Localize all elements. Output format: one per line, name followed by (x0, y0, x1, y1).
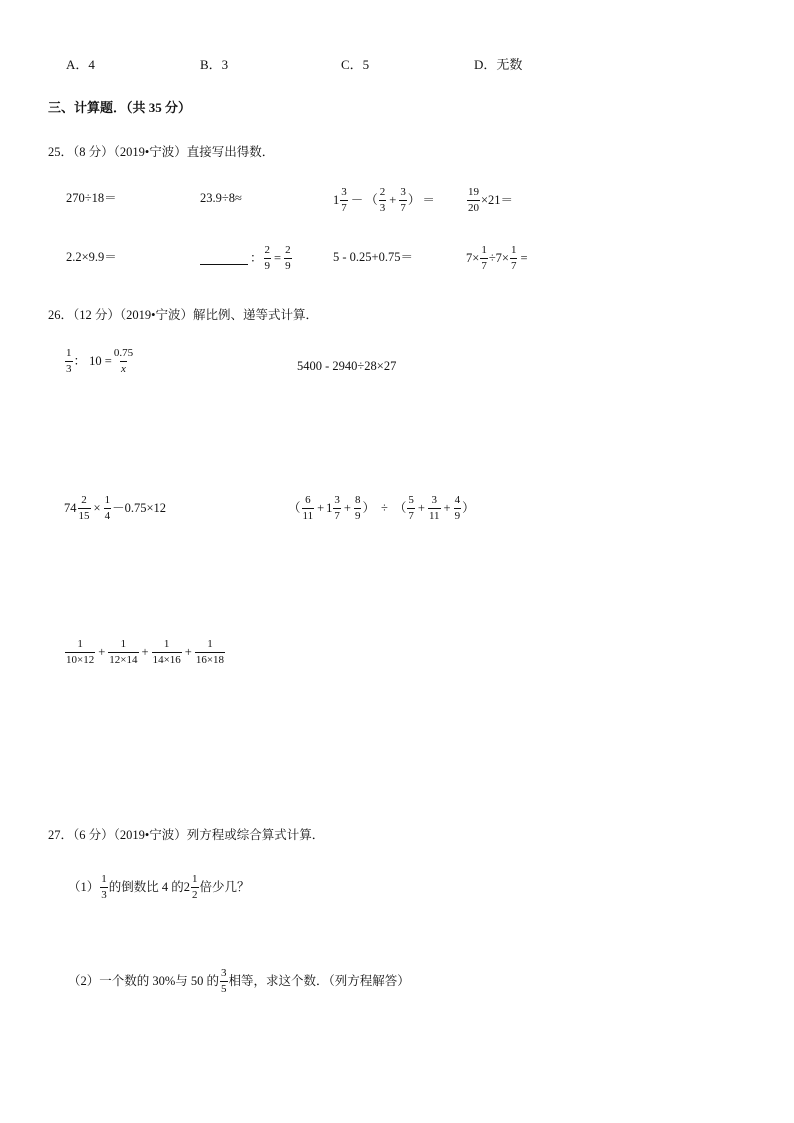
denominator: 3 (101, 888, 107, 901)
denominator: x (120, 362, 126, 375)
q26-expr-1 (64, 347, 135, 375)
numerator: 3 (334, 494, 340, 506)
fraction (354, 494, 362, 522)
whole-part: 74 (64, 500, 77, 515)
mixed-number (64, 494, 92, 522)
part-text: 相等，求这个数．（列方程解答） (228, 973, 410, 988)
fraction (399, 186, 407, 214)
numerator: 1 (66, 347, 72, 359)
fraction (510, 244, 518, 272)
denominator: 9 (454, 509, 461, 522)
denominator: 12×14 (109, 653, 138, 666)
q26-expr-2 (297, 360, 396, 373)
q25-expr-7-text: 5 - 0.25+0.75＝ (333, 250, 413, 264)
denominator: 7 (408, 509, 414, 522)
denominator: 15 (78, 509, 90, 522)
part-label: （1） (68, 879, 100, 894)
fraction (480, 244, 488, 272)
fraction (65, 347, 73, 375)
denominator: 7 (481, 259, 487, 272)
operator: + (417, 500, 425, 515)
fraction (333, 494, 341, 522)
paren: ） (462, 500, 475, 515)
fraction (264, 244, 272, 272)
denominator: 4 (104, 509, 111, 522)
question-25-header: 25．（8 分）（2019•宁波）直接写出得数． (48, 145, 275, 159)
fraction (113, 347, 134, 375)
q26-expr-2-text: 5400 - 2940÷28×27 (297, 359, 397, 373)
mixed-number (333, 186, 349, 214)
numerator: 1 (77, 638, 83, 650)
numerator: 3 (221, 967, 227, 979)
denominator: 11 (302, 509, 314, 522)
numerator: 0.75 (113, 347, 134, 359)
fraction (302, 494, 315, 522)
numerator: 1 (192, 873, 198, 885)
q27-part-2 (68, 967, 410, 995)
section-title: 三、计算题．（共 35 分） (48, 100, 192, 115)
q25-expr-1-text: 270÷18＝ (66, 191, 117, 205)
mixed-number (326, 494, 342, 522)
denominator: 5 (221, 982, 227, 995)
paren: ） (407, 192, 421, 207)
denominator: 10×12 (66, 653, 95, 666)
fraction (428, 494, 441, 522)
numerator: 3 (431, 494, 437, 506)
denominator: 9 (285, 259, 291, 272)
denominator: 11 (428, 509, 440, 522)
whole-part: 2 (183, 879, 191, 894)
option-d: D．无数 (474, 57, 523, 72)
numerator: 19 (468, 186, 479, 198)
q25-expr-8 (466, 244, 530, 272)
numerator: 1 (481, 244, 487, 256)
numerator: 1 (101, 873, 107, 885)
fraction (78, 494, 91, 522)
colon: ： (250, 250, 263, 265)
operator: + (141, 644, 149, 659)
fraction (340, 186, 348, 214)
operator: + (317, 500, 325, 515)
operator: ＝ (422, 192, 435, 207)
paren: （ (393, 500, 407, 515)
denominator: 16×18 (195, 653, 225, 666)
option-a: A．4 (66, 57, 95, 72)
fraction (407, 494, 415, 522)
operator: + (443, 500, 451, 515)
numerator: 1 (104, 494, 111, 506)
fraction (467, 186, 480, 214)
q25-expr-5-text: 2.2×9.9＝ (66, 250, 117, 264)
fraction (104, 494, 112, 522)
denominator: 3 (379, 201, 386, 214)
numerator: 4 (454, 494, 461, 506)
answer-blank[interactable] (200, 252, 248, 265)
q25-expr-1 (66, 192, 117, 205)
fraction (152, 638, 182, 666)
fraction (191, 873, 199, 901)
q26-expr-5 (64, 638, 226, 666)
numerator: 2 (285, 244, 291, 256)
numerator: 8 (354, 494, 361, 506)
denominator: 7 (341, 201, 347, 214)
numerator: 1 (510, 244, 517, 256)
expr-part: ： 10 = (73, 353, 112, 368)
operator: + (343, 500, 351, 515)
numerator: 2 (264, 244, 271, 256)
denominator: 7 (334, 509, 340, 522)
denominator: 7 (400, 201, 406, 214)
fraction (379, 186, 387, 214)
paren: ） (362, 500, 375, 515)
operator: = (274, 250, 282, 265)
fraction (100, 873, 108, 901)
denominator: 7 (510, 259, 517, 272)
whole-part: 1 (326, 500, 333, 515)
denominator: 14×16 (152, 653, 181, 666)
option-b: B．3 (200, 57, 229, 72)
operator: ÷ (381, 500, 388, 515)
fraction (65, 638, 95, 666)
denominator: 2 (192, 888, 198, 901)
q27-part-1 (68, 873, 250, 901)
fraction (220, 967, 228, 995)
operator: + (389, 192, 397, 207)
fraction (284, 244, 292, 272)
question-26-header: 26．（12 分）（2019•宁波）解比例、递等式计算． (48, 308, 319, 322)
numerator: 2 (379, 186, 386, 198)
paren: （ (288, 500, 301, 515)
mixed-number (184, 873, 200, 901)
expr-rest: ×21＝ (481, 192, 514, 207)
numerator: 5 (408, 494, 414, 506)
numerator: 1 (207, 638, 213, 650)
numerator: 2 (81, 494, 87, 506)
q25-expr-5 (66, 251, 117, 264)
part-text: 倍少几？ (199, 879, 250, 894)
numerator: 1 (120, 638, 127, 650)
whole-part: 1 (333, 192, 340, 207)
expr-rest: －0.75×12 (112, 500, 166, 515)
operator: × (93, 500, 101, 515)
q25-expr-7 (333, 251, 413, 264)
fraction (195, 638, 225, 666)
question-27-header: 27．（6 分）（2019•宁波）列方程或综合算式计算． (48, 828, 325, 842)
q25-expr-3 (333, 186, 437, 214)
part-text: （2）一个数的 30%与 50 的 (68, 973, 220, 988)
operator: － (350, 192, 364, 207)
numerator: 6 (305, 494, 311, 506)
q25-expr-6 (200, 244, 293, 272)
option-c: C．5 (341, 57, 370, 72)
q25-expr-4 (466, 186, 513, 214)
operator: = (520, 250, 528, 265)
operator: + (98, 644, 106, 659)
fraction (108, 638, 138, 666)
q26-expr-3 (64, 494, 166, 522)
expr-part: ÷7× (488, 250, 509, 265)
numerator: 1 (163, 638, 170, 650)
denominator: 9 (264, 259, 271, 272)
numerator: 3 (341, 186, 347, 198)
expr-part: 7× (466, 250, 480, 265)
paren: （ (365, 192, 378, 207)
part-text: 的倒数比 4 的 (108, 879, 184, 894)
q25-expr-2 (200, 192, 242, 205)
numerator: 3 (400, 186, 406, 198)
denominator: 20 (468, 201, 479, 214)
denominator: 9 (354, 509, 361, 522)
denominator: 3 (66, 362, 72, 375)
operator: + (184, 644, 192, 659)
q26-expr-4 (288, 494, 475, 522)
q25-expr-2-text: 23.9÷8≈ (200, 191, 242, 205)
fraction (454, 494, 462, 522)
